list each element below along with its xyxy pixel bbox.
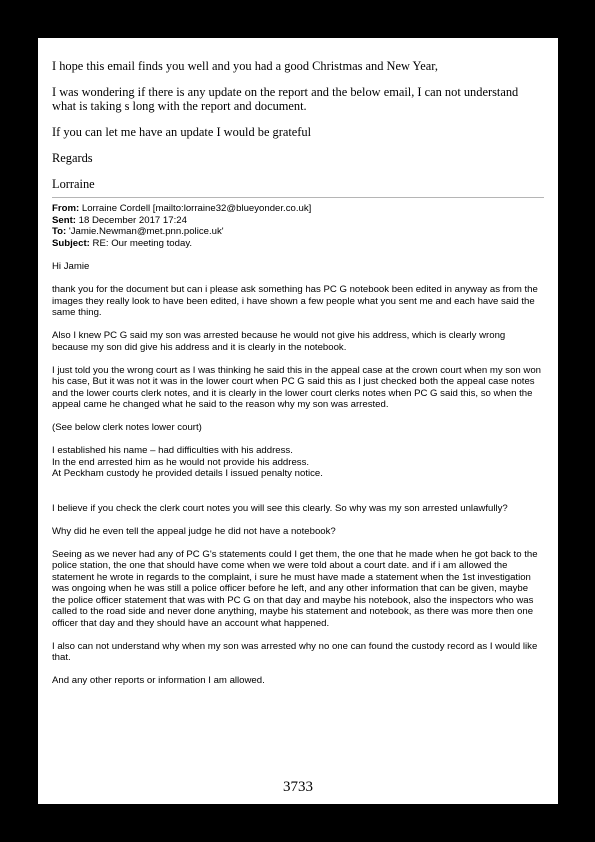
quote-line: At Peckham custody he provided details I issued penalty notice. [52, 468, 323, 479]
divider [52, 197, 544, 198]
header-sent: Sent: 18 December 2017 17:24 [52, 214, 187, 226]
header-to: To: 'Jamie.Newman@met.pnn.police.uk' [52, 226, 224, 237]
body-paragraph: I just told you the wrong court as I was thinking he said this in the appeal case at the crown court when my son won his case, But it was not it was in the lower court when PC G said this as I just checked both the appeal case notes and the lower courts clerk notes, and it is clearly in the lower court clerks notes when PC G said this, so when the appeal came he changed what he said to the reason why my son was arrested. [52, 364, 542, 410]
quote-line: I established his name – had difficulties with his address. [52, 445, 293, 456]
reply-email-body [52, 59, 544, 191]
forwarded-email [52, 203, 544, 687]
body-paragraph: Also I knew PC G said my son was arrested because he would not give his address, which is clearly wrong because my son did give his address and it is clearly in the notebook. [52, 330, 506, 353]
body-paragraph: And any other reports or information I am allowed. [52, 675, 265, 686]
reply-paragraph: If you can let me have an update I would be grateful [52, 125, 312, 139]
email-header [52, 203, 544, 249]
body-paragraph: (See below clerk notes lower court) [52, 422, 202, 433]
body-paragraph: Why did he even tell the appeal judge he did not have a notebook? [52, 525, 336, 537]
reply-signature: Lorraine [52, 177, 95, 191]
reply-paragraph: I was wondering if there is any update on the report and the below email, I can not understand what is taking s long with the report and document. [52, 85, 519, 113]
quote-line: In the end arrested him as he would not provide his address. [52, 456, 310, 468]
reply-closing: Regards [52, 151, 93, 165]
reply-paragraph: I hope this email finds you well and you had a good Christmas and New Year, [52, 59, 438, 73]
header-subject: Subject: RE: Our meeting today. [52, 237, 193, 249]
header-from: From: Lorraine Cordell [mailto:lorraine32@blueyonder.co.uk] [52, 203, 312, 214]
body-paragraph: I believe if you check the clerk court notes you will see this clearly. So why was my son arrested unlawfully? [52, 502, 508, 514]
body-paragraph: thank you for the document but can i please ask something has PC G notebook been edited in anyway as from the images they really look to have been edited, i have shown a few people what you sent me and each have said the same thing. [52, 284, 538, 318]
body-paragraph: I also can not understand why when my son was arrested why no one can found the custody record as I would like that. [52, 640, 538, 663]
body-paragraph: Seeing as we never had any of PC G's statements could I get them, the one that he made when he got back to the police station, the one that should have come when we were told about a court date. and if i am allowed the statement he wrote in regards to the complaint, i sure he must have made a statement when the 1st investigation was ongoing when he was still a police officer before he left, and any other information that can be given, maybe the police officer statement that was with PC G on that day and maybe his notebook, also the inspectors who was called to the road side and never done anything, maybe his statement and notebook, as there was more then one officer that day and they should have an account what happened. [52, 548, 538, 629]
page-number: 3733 [283, 779, 313, 795]
document-page [38, 38, 558, 804]
greeting: Hi Jamie [52, 261, 90, 272]
